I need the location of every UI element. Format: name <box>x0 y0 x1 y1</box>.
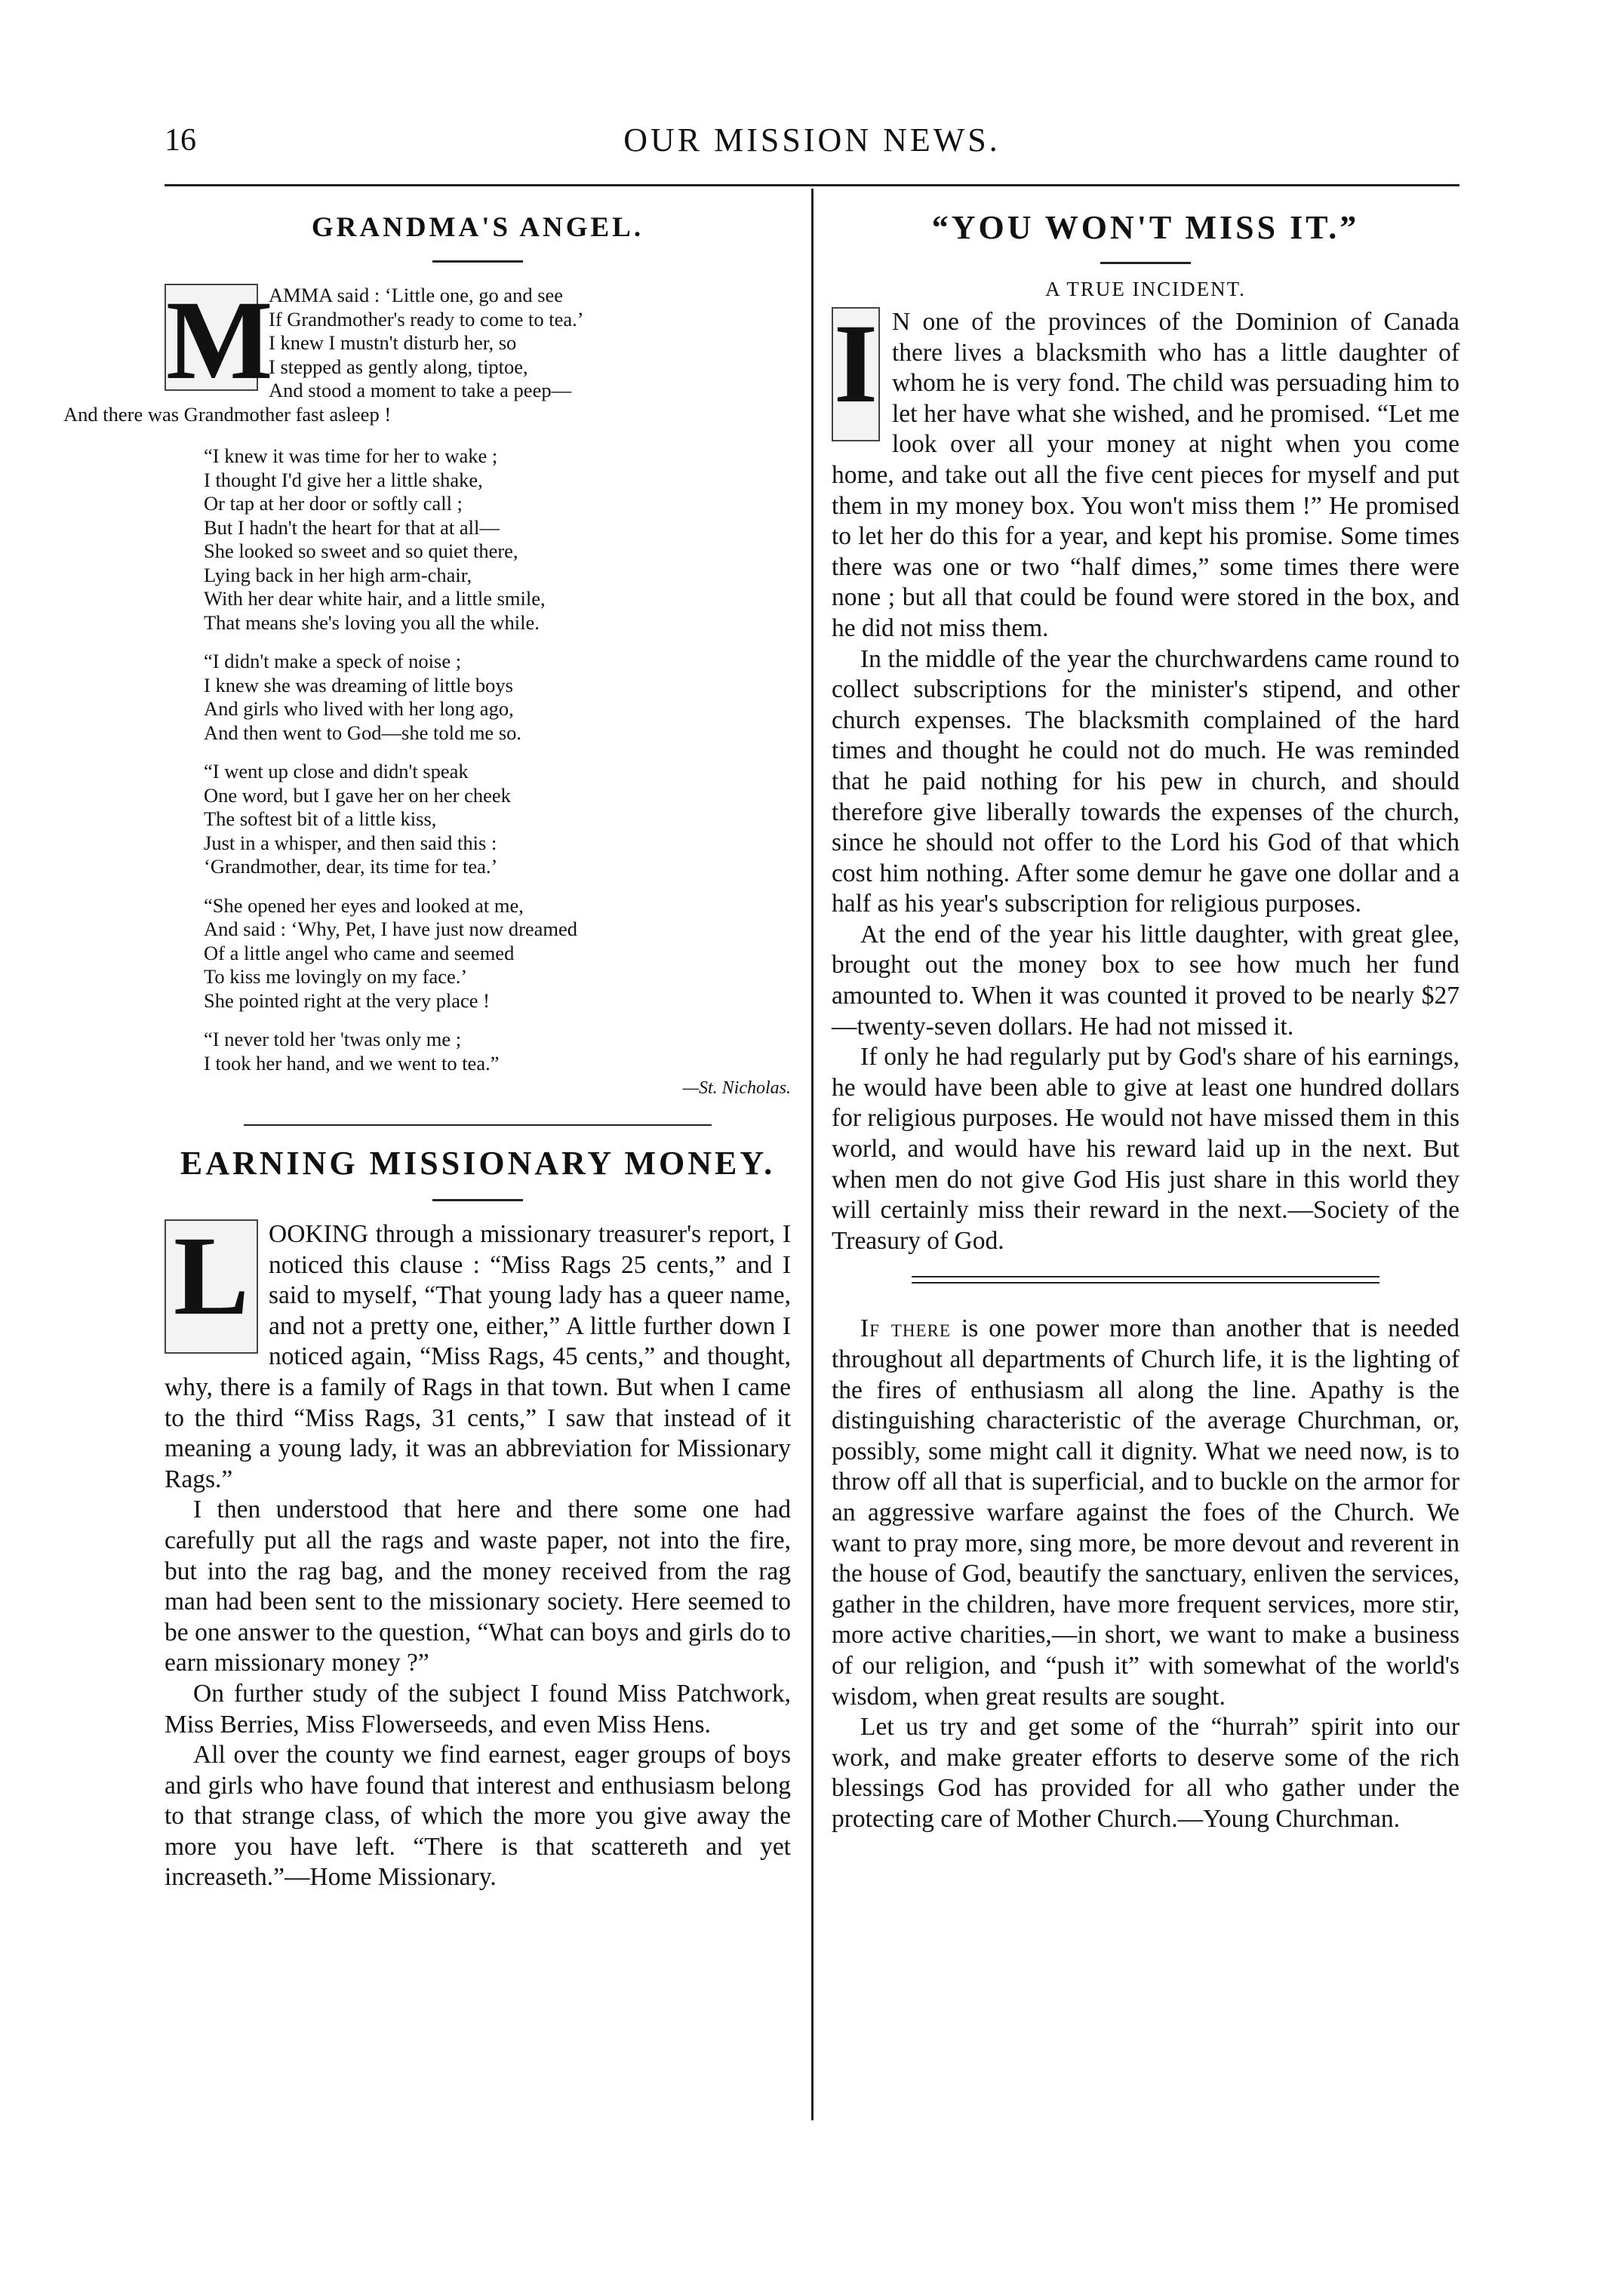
column-divider <box>811 189 814 2120</box>
poem-line: That means she's loving you all the while. <box>204 610 540 634</box>
poem-line: She looked so sweet and so quiet there, <box>204 540 518 562</box>
article-title: “YOU WON'T MISS IT.” <box>931 209 1360 246</box>
poem-line: And there was Grandmother fast asleep ! <box>63 402 392 426</box>
paragraph-text: is one power more than another that is needed throughout all departments of Church life, it is the lighting of the fires of enthusiasm all along the line. Apathy is the distinguishing characteristic of the average Churchman, or, possibly, some might call it dignity. What we need now, is to throw off all that is superficial, and to buckle on the armor for an aggressive warfare against the foes of the Church. We want to pray more, sing more, be more devout and reverent in the house of God, beautify the sanctuary, enliven the services, gather in the children, have more frequent services, more stir, more active charities,—in short, we want to make a business of our religion, and “push it” with somewhat of the world's wisdom, when great results are sought. <box>832 1314 1460 1711</box>
poem-line: I stepped as gently along, tiptoe, <box>269 355 528 378</box>
paragraph: In the middle of the year the churchwardens came round to collect subscriptions for the minister's stipend, and other church expenses. The blacksmith complained of the hard times and thought he could not do much. He was reminded that he paid nothing for his pew in church, and should therefore give liberally towards the expenses of the church, since he should not offer to the Lord his God of that which cost him nothing. After some demur he gave one dollar and a half as his year's subscription for religious purposes. <box>832 644 1459 918</box>
poem-line: But I hadn't the heart for that at all— <box>204 515 500 539</box>
poem-line: I took her hand, and we went to tea.” <box>204 1051 500 1075</box>
header-rule <box>165 184 1459 186</box>
poem-line: “I never told her 'twas only me ; <box>204 1028 462 1050</box>
paragraph <box>832 1314 1459 1712</box>
article-subtitle: A TRUE INCIDENT. <box>1045 278 1246 300</box>
paragraph: If only he had regularly put by God's share of his earnings, he would have been able to give at least one hundred dollars for religious purposes. He would not have missed them in this world, and would have his reward laid up in the next. But when men do not give God His just share in this world they will certainly miss their reward in the next.—Society of the Treasury of God. <box>832 1043 1459 1255</box>
poem-line: To kiss me lovingly on my face.’ <box>204 965 468 988</box>
poem-line: ‘Grandmother, dear, its time for tea.’ <box>204 855 498 878</box>
title-rule <box>1100 262 1191 264</box>
poem-line: And then went to God—she told me so. <box>204 721 522 744</box>
poem-line: “She opened her eyes and looked at me, <box>204 893 524 917</box>
poem-line: The softest bit of a little kiss, <box>204 807 437 830</box>
paragraph: On further study of the subject I found Miss Patchwork, Miss Berries, Miss Flowerseeds, and even Miss Hens. <box>165 1679 791 1739</box>
poem-body <box>63 278 791 1075</box>
article-earning-missionary-money <box>165 1144 791 1893</box>
poem-line: “I knew it was time for her to wake ; <box>204 444 498 467</box>
drop-cap-l: L <box>165 1219 258 1354</box>
article-body <box>165 1213 791 1893</box>
poem-line: “I went up close and didn't speak <box>204 760 469 782</box>
article-title: EARNING MISSIONARY MONEY. <box>180 1145 776 1182</box>
poem-line: AMMA said : ‘Little one, go and see <box>269 284 564 306</box>
poem-stanza-4 <box>165 760 791 879</box>
article-you-wont-miss-it <box>832 208 1459 1256</box>
poem-line: She pointed right at the very place ! <box>204 988 490 1012</box>
poem-line: And girls who lived with her long ago, <box>204 697 514 720</box>
poem-line: Lying back in her high arm-chair, <box>204 563 472 586</box>
poem-line: I knew she was dreaming of little boys <box>204 673 513 696</box>
title-rule <box>432 1199 523 1201</box>
poem-line: And said : ‘Why, Pet, I have just now dreamed <box>204 918 578 940</box>
article-body <box>832 301 1459 1256</box>
drop-cap-i: I <box>832 307 880 441</box>
section-rule <box>912 1276 1379 1284</box>
running-title: OUR MISSION NEWS. <box>623 121 1001 158</box>
poem-grandmas-angel <box>63 211 791 1099</box>
poem-line: Just in a whisper, and then said this : <box>204 831 497 854</box>
poem-line: “I didn't make a speck of noise ; <box>204 650 462 672</box>
paragraph: OOKING through a missionary treasurer's report, I noticed this clause : “Miss Rags 25 cents,” and I said to myself, “That young lady has a queer name, and not a pretty one, either,” A little further down I noticed again, “Miss Rags, 45 cents,” and thought, why, there is a family of Rags in that town. But when I came to the third “Miss Rags, 31 cents,” I saw that instead of it meaning a young lady, it was an abbreviation for Missionary Rags.” <box>165 1220 791 1493</box>
paragraph: Let us try and get some of the “hurrah” spirit into our work, and make greater efforts to deserve some of the rich blessings God has provided for all who gather under the protecting care of Mother Church.—Young Churchman. <box>832 1713 1459 1833</box>
poem-stanza-3 <box>165 650 791 745</box>
poem-stanza-5 <box>165 894 791 1013</box>
paragraph: All over the county we find earnest, eager groups of boys and girls who have found that interest and enthusiasm belong to that strange class, of which the more you give away the more you have left. “There is that scattereth and yet increaseth.”—Home Missionary. <box>165 1741 791 1892</box>
paragraph: N one of the provinces of the Dominion of Canada there lives a blacksmith who has a little daughter of whom he is very fond. The child was persuading him to let her have what she wished, and he promised. “Let me look over all your money at night when you come home, and take out all the five cent pieces for myself and put them in my money box. You won't miss them !” He promised to let her do this for a year, and kept his promise. Some times there was one or two “half dimes,” some times there were none ; but all that could be found were stored in the box, and he did not miss them. <box>832 308 1459 642</box>
poem-line: Of a little angel who came and seemed <box>204 941 515 964</box>
title-rule <box>432 260 523 263</box>
poem-stanza-2 <box>165 444 791 635</box>
section-rule <box>244 1124 712 1126</box>
lead-in: If there <box>860 1314 951 1343</box>
poem-line: I thought I'd give her a little shake, <box>204 468 483 491</box>
left-column <box>63 195 791 1893</box>
poem-title: GRANDMA'S ANGEL. <box>311 212 644 243</box>
editorial-enthusiasm <box>832 1314 1459 1834</box>
poem-stanza-6 <box>165 1028 791 1075</box>
poem-line: One word, but I gave her on her cheek <box>204 783 511 807</box>
poem-line: If Grandmother's ready to come to tea.’ <box>269 307 584 331</box>
poem-line: Or tap at her door or softly call ; <box>204 492 463 515</box>
paragraph: I then understood that here and there some one had carefully put all the rags and waste paper, not into the fire, but into the rag bag, and the money received from the rag man had been sent to the missionary society. Here seemed to be one answer to the question, “What can boys and girls do to earn missionary money ?” <box>165 1496 791 1677</box>
poem-line: With her dear white hair, and a little smile, <box>204 587 546 610</box>
poem-line: And stood a moment to take a peep— <box>269 379 572 401</box>
right-column <box>832 195 1459 1835</box>
poem-line: I knew I mustn't disturb her, so <box>269 331 517 354</box>
paragraph: At the end of the year his little daughter, with great glee, brought out the money box to see how much her fund amounted to. When it was counted it proved to be nearly $27—twenty-seven dollars. He had not missed it. <box>832 920 1459 1041</box>
drop-cap-m: M <box>166 278 273 403</box>
page-number: 16 <box>165 123 196 158</box>
poem-attribution: —St. Nicholas. <box>682 1078 791 1098</box>
